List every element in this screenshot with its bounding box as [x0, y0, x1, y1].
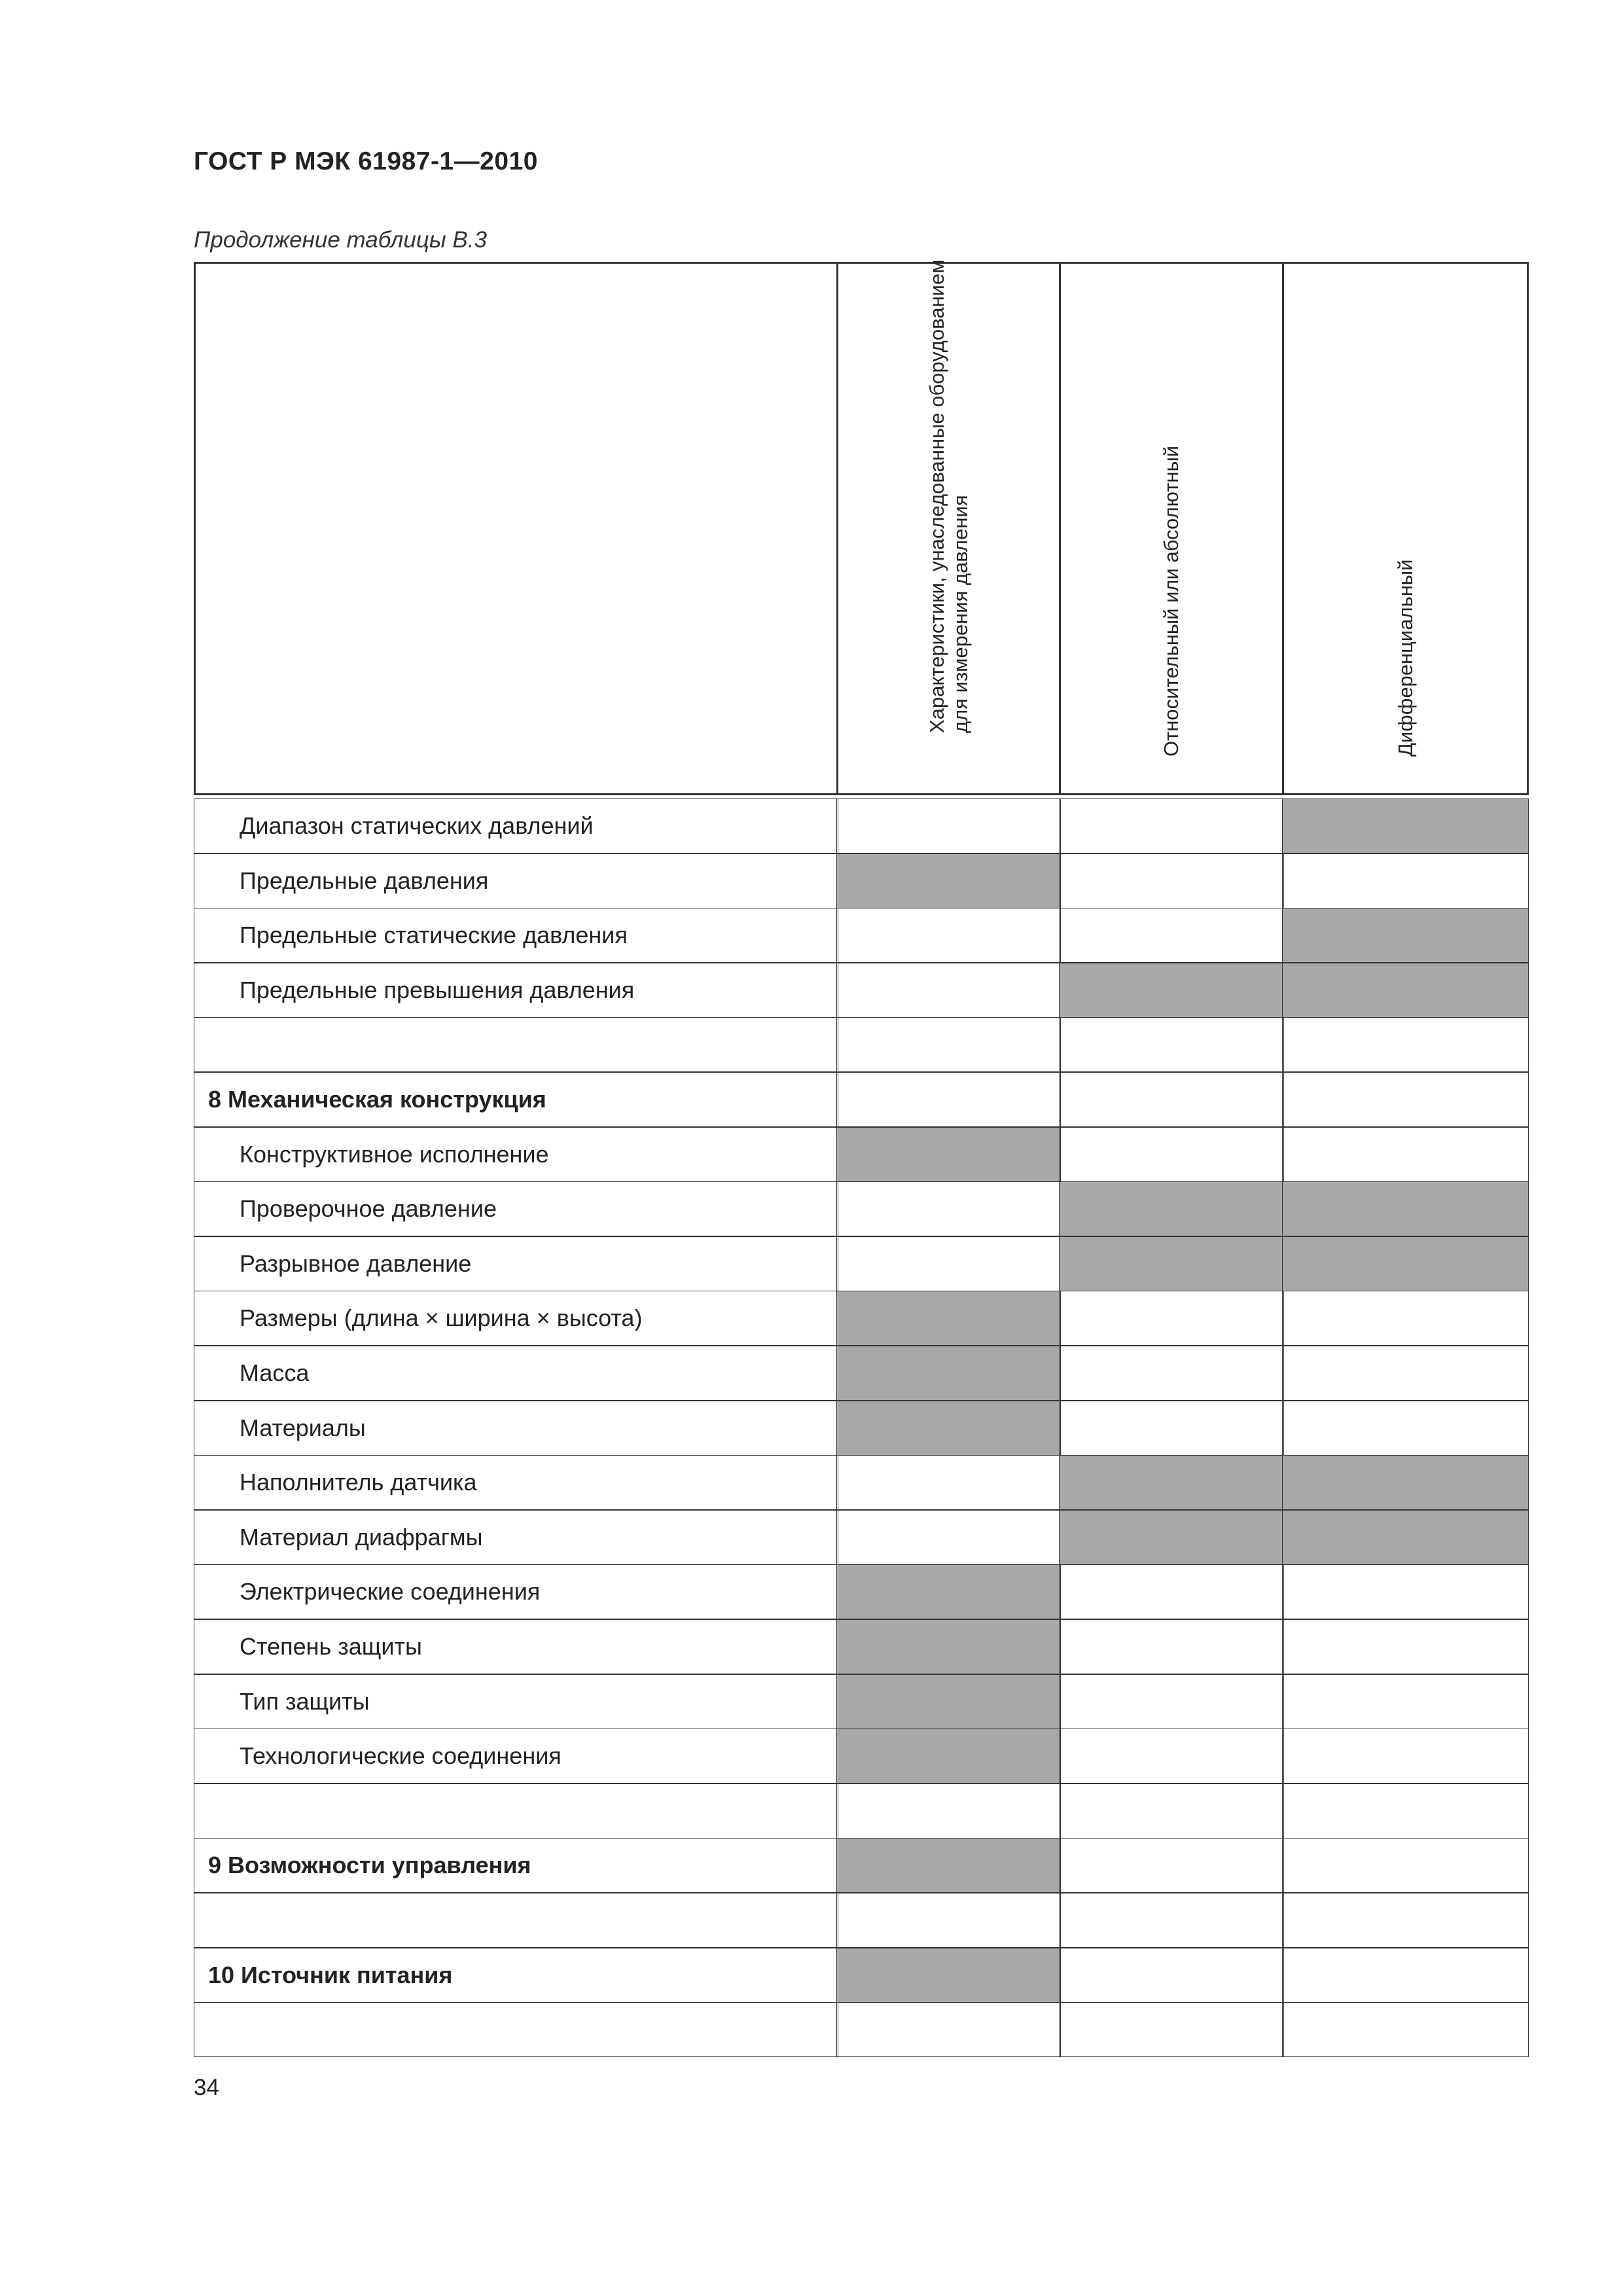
table-row: [194, 853, 1529, 908]
value-cell: [1059, 1017, 1284, 1072]
value-cell: [836, 908, 1061, 963]
shaded-cell: [1282, 1181, 1529, 1236]
value-cell: [1059, 1948, 1284, 2003]
value-cell: [1059, 1072, 1284, 1127]
shaded-cell: [1282, 908, 1529, 963]
row-label-cell: [194, 1893, 838, 1948]
value-cell: [836, 1072, 1061, 1127]
table-row: [194, 1346, 1529, 1401]
value-cell: [1059, 1729, 1284, 1784]
table-row: [194, 798, 1529, 853]
row-label: Предельные статические давления: [240, 922, 628, 949]
value-cell: [1282, 1674, 1529, 1729]
row-label: Материал диафрагмы: [240, 1523, 483, 1551]
row-label: Размеры (длина × ширина × высота): [240, 1304, 643, 1332]
value-cell: [836, 1510, 1061, 1565]
value-cell: [1282, 1784, 1529, 1839]
row-label: Наполнитель датчика: [240, 1469, 477, 1496]
value-cell: [1282, 1893, 1529, 1948]
value-cell: [1059, 908, 1284, 963]
shaded-cell: [836, 1291, 1061, 1346]
table-row: [194, 1564, 1529, 1619]
header-col-inherited-label: Характеристики, унаследованные оборудованием для измерения давления: [925, 259, 972, 733]
row-label: Конструктивное исполнение: [240, 1140, 549, 1168]
table-row: [194, 1729, 1529, 1784]
value-cell: [836, 2002, 1061, 2057]
table-row: [194, 1236, 1529, 1291]
shaded-cell: [836, 1127, 1061, 1182]
value-cell: [1059, 1564, 1284, 1619]
shaded-cell: [836, 1838, 1061, 1893]
document-header: ГОСТ Р МЭК 61987-1—2010: [194, 147, 538, 175]
shaded-cell: [1059, 1510, 1284, 1565]
value-cell: [1282, 1564, 1529, 1619]
row-label-cell: [194, 2002, 838, 2057]
shaded-cell: [1282, 1236, 1529, 1291]
value-cell: [1282, 1017, 1529, 1072]
shaded-cell: [836, 1674, 1061, 1729]
table-row: [194, 908, 1529, 963]
value-cell: [1059, 853, 1284, 908]
shaded-cell: [1282, 963, 1529, 1018]
value-cell: [836, 798, 1061, 853]
table-row: [194, 1619, 1529, 1674]
row-label: Диапазон статических давлений: [240, 812, 594, 839]
header-col-differential: [1282, 262, 1529, 795]
value-cell: [1282, 1838, 1529, 1893]
table-row: [194, 1455, 1529, 1510]
shaded-cell: [836, 853, 1061, 908]
row-label: Предельные превышения давления: [240, 976, 635, 1003]
table-row: [194, 1948, 1529, 2003]
value-cell: [836, 1017, 1061, 1072]
value-cell: [1059, 2002, 1284, 2057]
header-col-inherited: [836, 259, 1061, 795]
table-row: [194, 1127, 1529, 1182]
page-number: 34: [194, 2075, 219, 2100]
shaded-cell: [1059, 1236, 1284, 1291]
value-cell: [1282, 1948, 1529, 2003]
row-label: Разрывное давление: [240, 1249, 472, 1277]
header-col-relative-absolute: [1059, 262, 1284, 795]
value-cell: [1282, 1729, 1529, 1784]
value-cell: [1059, 1893, 1284, 1948]
value-cell: [1059, 1401, 1284, 1456]
row-label: Масса: [240, 1359, 310, 1386]
value-cell: [1059, 798, 1284, 853]
shaded-cell: [1059, 963, 1284, 1018]
value-cell: [1059, 1838, 1284, 1893]
row-label: Проверочное давление: [240, 1195, 497, 1223]
row-label: Технологические соединения: [240, 1742, 562, 1770]
table-row: [194, 1072, 1529, 1127]
table-row-empty: [194, 2002, 1529, 2057]
table-row-empty: [194, 1784, 1529, 1839]
shaded-cell: [1282, 1510, 1529, 1565]
value-cell: [1282, 1619, 1529, 1674]
value-cell: [836, 963, 1061, 1018]
section-heading: 10 Источник питания: [208, 1961, 453, 1988]
table-row: [194, 1291, 1529, 1346]
spec-table: [194, 259, 1529, 2081]
value-cell: [836, 1181, 1061, 1236]
table-row: [194, 1510, 1529, 1565]
table-row-empty: [194, 1017, 1529, 1072]
table-row: [194, 1181, 1529, 1236]
value-cell: [1059, 1619, 1284, 1674]
section-heading: 9 Возможности управления: [208, 1852, 531, 1879]
shaded-cell: [836, 1346, 1061, 1401]
header-col-differential-label: Дифференциальный: [1393, 559, 1417, 757]
shaded-cell: [836, 1619, 1061, 1674]
header-empty-cell: [194, 262, 838, 795]
value-cell: [1282, 853, 1529, 908]
shaded-cell: [1282, 1455, 1529, 1510]
table-caption: Продолжение таблицы В.3: [194, 227, 487, 253]
header-col-relative-absolute-label: Относительный или абсолютный: [1160, 445, 1183, 757]
shaded-cell: [836, 1564, 1061, 1619]
value-cell: [1059, 1291, 1284, 1346]
table-row: [194, 1838, 1529, 1893]
shaded-cell: [836, 1729, 1061, 1784]
value-cell: [1282, 1127, 1529, 1182]
value-cell: [1282, 2002, 1529, 2057]
row-label-cell: [194, 1017, 838, 1072]
value-cell: [836, 1455, 1061, 1510]
row-label: Предельные давления: [240, 867, 489, 894]
shaded-cell: [836, 1401, 1061, 1456]
value-cell: [1059, 1784, 1284, 1839]
shaded-cell: [1282, 798, 1529, 853]
value-cell: [1282, 1346, 1529, 1401]
value-cell: [1059, 1346, 1284, 1401]
shaded-cell: [1059, 1455, 1284, 1510]
value-cell: [1282, 1072, 1529, 1127]
shaded-cell: [836, 1948, 1061, 2003]
value-cell: [836, 1784, 1061, 1839]
row-label: Тип защиты: [240, 1687, 370, 1715]
value-cell: [836, 1893, 1061, 1948]
value-cell: [1282, 1291, 1529, 1346]
shaded-cell: [1059, 1181, 1284, 1236]
value-cell: [1059, 1127, 1284, 1182]
table-row: [194, 1674, 1529, 1729]
row-label: Электрические соединения: [240, 1578, 541, 1605]
value-cell: [836, 1236, 1061, 1291]
section-heading: 8 Механическая конструкция: [208, 1086, 546, 1113]
table-row: [194, 963, 1529, 1018]
table-row: [194, 1401, 1529, 1456]
value-cell: [1282, 1401, 1529, 1456]
table-row-empty: [194, 1893, 1529, 1948]
row-label: Степень защиты: [240, 1633, 422, 1660]
row-label-cell: [194, 1784, 838, 1839]
row-label: Материалы: [240, 1414, 366, 1441]
value-cell: [1059, 1674, 1284, 1729]
